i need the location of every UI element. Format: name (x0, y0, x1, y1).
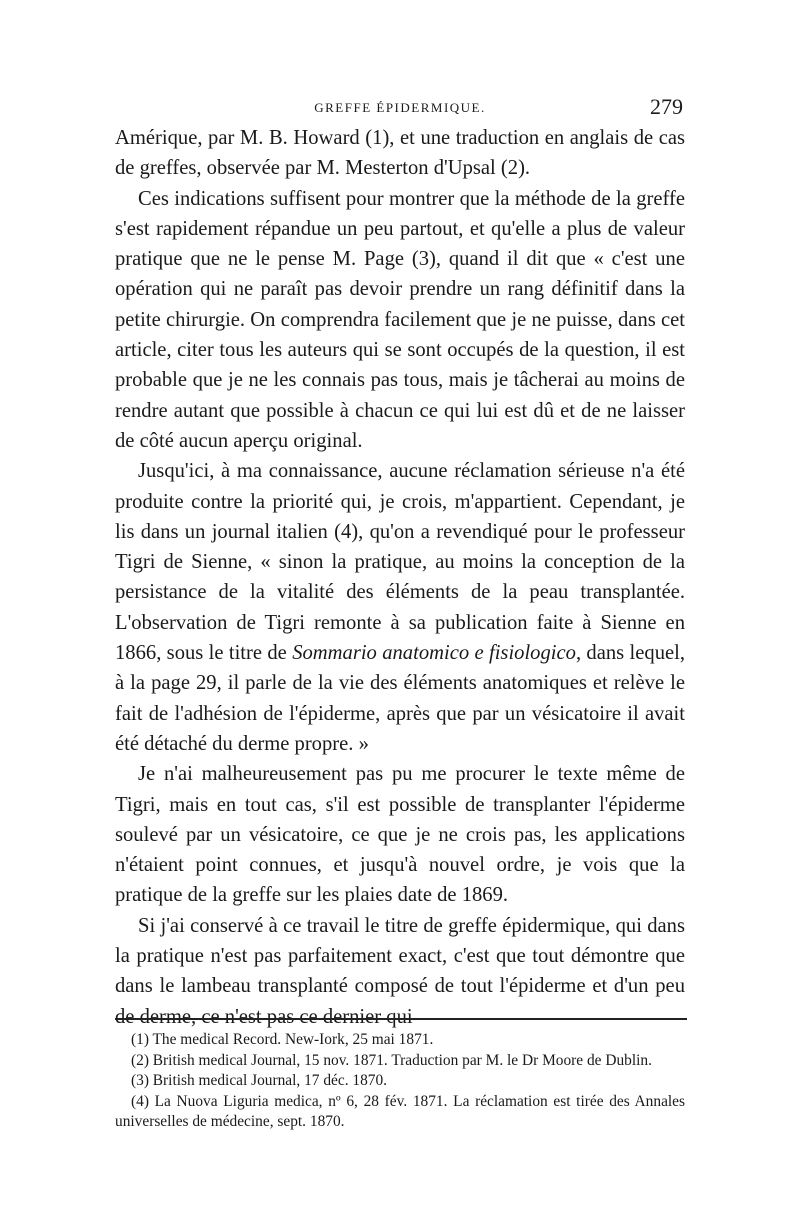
page-number: 279 (650, 94, 683, 119)
body-text (115, 123, 685, 1032)
paragraph: Amérique, par M. B. Howard (1), et une traduction en anglais de cas de greffes, observée par M. Mesterton d'Upsal (2). (115, 127, 685, 180)
italic-work-title: Sommario anatomico e fisiologico (292, 642, 576, 665)
footnotes (115, 1030, 685, 1133)
paragraph: Si j'ai conservé à ce travail le titre de greffe épidermique, qui dans la pratique n'est pas parfaitement exact, c'est que tout démontre que dans le lambeau transplanté composé de tout l'épiderme et d'un peu de derme, ce n'est pas ce dernier qui (115, 914, 685, 1028)
running-head (115, 96, 685, 122)
paragraph-text: Jusqu'ici, à ma connaissance, aucune réclamation sérieuse n'a été produite contre la priorité qui, je crois, m'appartient. Cependant, je lis dans un journal italien (4), qu'on a revendiqué pour le professeur Tigri de Sienne, « sinon la pratique, au moins la conception de la persistance de la vitalité des éléments de la peau transplantée. L'observation de Tigri remonte à sa publication faite à Sienne en 1866, sous le titre de (115, 460, 685, 665)
footnote-rule (115, 1018, 687, 1020)
running-title: GREFFE ÉPIDERMIQUE. (314, 100, 486, 115)
paragraph: Je n'ai malheureusement pas pu me procurer le texte même de Tigri, mais en tout cas, s'il est possible de transplanter l'épiderme soulevé par un vésicatoire, ce que je ne crois pas, les applications n'étaient point connues, et jusqu'à nouvel ordre, je vois que la pratique de la greffe sur les plaies date de 1869. (115, 763, 685, 907)
footnote: (4) La Nuova Liguria medica, nº 6, 28 fév. 1871. La réclamation est tirée des Annales universelles de médecine, sept. 1870. (115, 1092, 685, 1131)
footnote: (2) British medical Journal, 15 nov. 1871. Traduction par M. le Dr Moore de Dublin. (131, 1051, 652, 1069)
paragraph: Ces indications suffisent pour montrer que la méthode de la greffe s'est rapidement répandue un peu partout, et qu'elle a plus de valeur pratique que ne le pense M. Page (3), quand il dit que « c'est une opération qui ne paraît pas devoir prendre un rang définitif dans la petite chirurgie. On comprendra facilement que je ne puisse, dans cet article, citer tous les auteurs qui se sont occupés de la question, il est probable que je ne les connais pas tous, mais je tâcherai au moins de rendre autant que possible à chacun ce qui lui est dû et de ne laisser de côté aucun aperçu original. (115, 187, 685, 452)
footnote: (3) British medical Journal, 17 déc. 1870. (131, 1072, 388, 1090)
paragraph (115, 456, 685, 759)
paragraph-text: , dans lequel, à la page 29, il parle de la vie des éléments anatomiques et relève le fait de l'adhésion de l'épiderme, après que par un vésicatoire il avait été détaché du derme propre. » (115, 642, 685, 755)
footnote: (1) The medical Record. New-Iork, 25 mai 1871. (131, 1031, 434, 1048)
